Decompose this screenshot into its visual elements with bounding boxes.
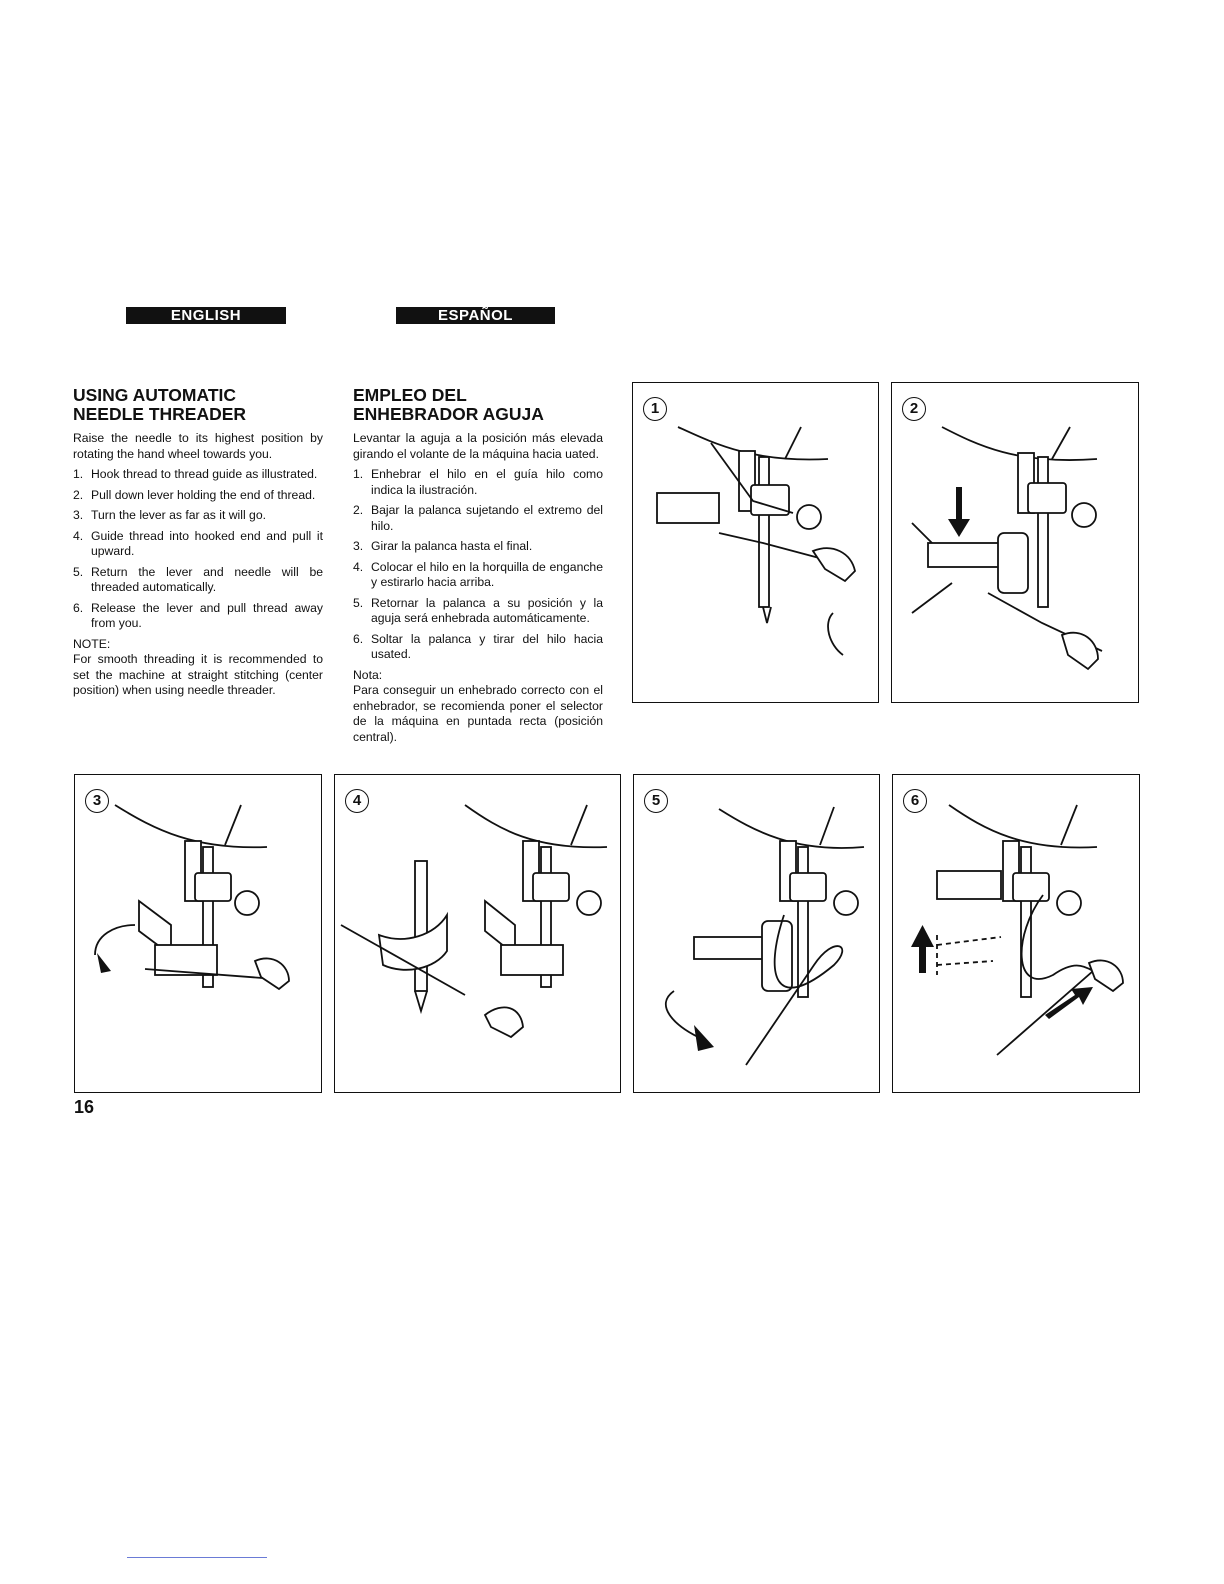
step-text: Guide thread into hooked end and pull it upward. <box>91 528 323 558</box>
english-step <box>73 467 323 483</box>
step-number: 5. <box>353 595 364 610</box>
english-note-text: For smooth threading it is recommended to set the machine at straight stitching (center position) when using needle threader. <box>73 652 323 697</box>
illustration-panel-step-2 <box>891 382 1139 703</box>
step-number: 1. <box>353 467 364 481</box>
spanish-steps-list <box>353 467 603 663</box>
english-step <box>73 529 323 560</box>
spanish-title-line1: EMPLEO DEL <box>353 385 467 405</box>
step-number: 6. <box>353 631 364 646</box>
step-3-badge: 3 <box>85 789 109 813</box>
english-steps-list <box>73 467 323 632</box>
illustration-panel-step-3 <box>74 774 322 1093</box>
spanish-title-line2: ENHEBRADOR AGUJA <box>353 404 544 424</box>
spanish-column <box>353 386 603 745</box>
step-number: 2. <box>73 487 84 502</box>
needle-threader-return-lever-illustration <box>634 775 880 1093</box>
step-2-badge: 2 <box>902 397 926 421</box>
english-step <box>73 508 323 524</box>
step-text: Hook thread to thread guide as illustrated. <box>91 467 318 481</box>
spanish-step <box>353 467 603 498</box>
english-column <box>73 386 323 699</box>
step-text: Turn the lever as far as it will go. <box>91 508 266 522</box>
step-number: 4. <box>353 559 364 574</box>
spanish-note-text: Para conseguir un enhebrado correcto con el enhebrador, se recomienda poner el selector de la máquina en puntada recta (posición central). <box>353 683 603 744</box>
step-text: Soltar la palanca y tirar del hilo hacia usated. <box>371 631 603 661</box>
step-text: Enhebrar el hilo en el guía hilo como indica la ilustración. <box>371 467 603 497</box>
english-note-label: NOTE: <box>73 636 111 651</box>
step-number: 6. <box>73 600 84 615</box>
spanish-step <box>353 503 603 534</box>
spanish-note-label: Nota: <box>353 667 383 682</box>
step-text: Colocar el hilo en la horquilla de enganche y estirarlo hacia arriba. <box>371 559 603 589</box>
spanish-section-tab: ESPAÑOL <box>396 307 555 324</box>
needle-threader-turn-lever-illustration <box>75 775 322 1093</box>
english-step <box>73 601 323 632</box>
english-intro: Raise the needle to its highest position by rotating the hand wheel towards you. <box>73 431 323 461</box>
step-text: Bajar la palanca sujetando el extremo del hilo. <box>371 503 603 533</box>
english-title-line2: NEEDLE THREADER <box>73 404 247 424</box>
step-text: Release the lever and pull thread away from you. <box>91 600 323 630</box>
needle-threader-pull-lever-down-illustration <box>892 383 1139 703</box>
step-6-badge: 6 <box>903 789 927 813</box>
needle-threader-guide-thread-illustration <box>335 775 621 1093</box>
illustration-panel-step-6 <box>892 774 1140 1093</box>
step-5-badge: 5 <box>644 789 668 813</box>
english-step <box>73 488 323 504</box>
step-number: 2. <box>353 503 364 517</box>
english-step <box>73 565 323 596</box>
step-number: 5. <box>73 564 84 579</box>
spanish-step <box>353 596 603 627</box>
step-text: Girar la palanca hasta el final. <box>371 539 533 553</box>
step-1-badge: 1 <box>643 397 667 421</box>
spanish-step <box>353 632 603 663</box>
step-number: 1. <box>73 467 84 481</box>
step-number: 3. <box>353 539 364 553</box>
english-section-tab: ENGLISH <box>126 307 286 324</box>
needle-threader-hook-thread-illustration <box>633 383 879 703</box>
step-text: Pull down lever holding the end of thread. <box>91 487 316 502</box>
illustration-panel-step-4 <box>334 774 621 1093</box>
step-4-badge: 4 <box>345 789 369 813</box>
illustration-panel-step-1 <box>632 382 879 703</box>
needle-threader-pull-thread-away-illustration <box>893 775 1140 1093</box>
spanish-step <box>353 560 603 591</box>
illustration-panel-step-5 <box>633 774 880 1093</box>
spanish-title <box>353 386 603 424</box>
english-title-line1: USING AUTOMATIC <box>73 385 237 405</box>
spanish-intro: Levantar la aguja a la posición más elevada girando el volante de la máquina hacia uated. <box>353 431 603 461</box>
page-number: 16 <box>74 1097 95 1117</box>
step-number: 4. <box>73 528 84 543</box>
english-title <box>73 386 323 424</box>
spanish-step <box>353 539 603 555</box>
step-number: 3. <box>73 508 84 522</box>
step-text: Return the lever and needle will be threaded automatically. <box>91 564 323 594</box>
step-text: Retornar la palanca a su posición y la aguja será enhebrada automáticamente. <box>371 595 603 625</box>
footer-divider <box>127 1557 267 1558</box>
